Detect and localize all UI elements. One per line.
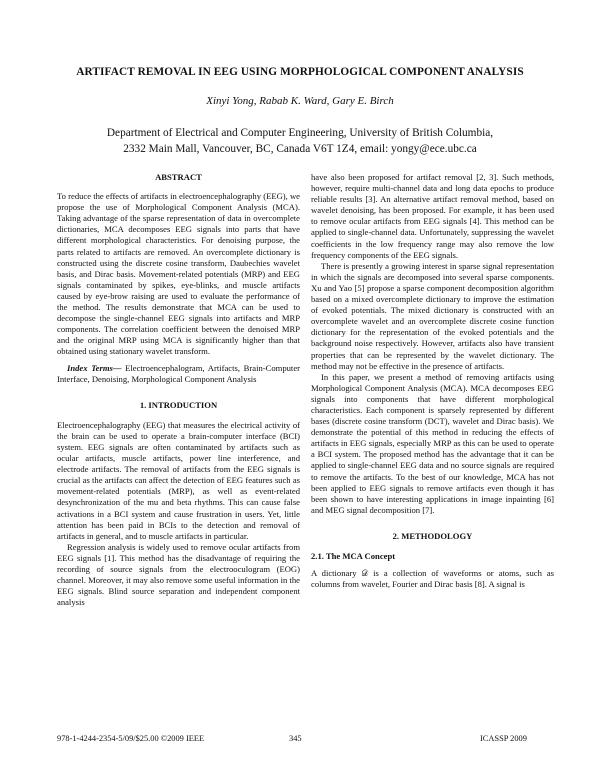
- index-terms-label: Index Terms—: [67, 362, 122, 373]
- right-paragraph-3: In this paper, we present a method of removing artifacts using Morphological Component Analysis (MCA). MCA decomposes EEG signals into components that have different morphological characteristics. Each component is sparsely represented by different bases (discrete cosine transform (DCT), wavelet and Dirac basis). We demonstrate the potential of this method in reducing the effects of artifacts in EEG signals, especially MRP as this can be used to operate a BCI system. The proposed method has the advantage that it can be applied to single-channel EEG data and no source signals are required to remove the artifacts. To the best of our knowledge, MCA has not been applied to EEG signals to remove artifacts even though it has been shown to have interesting applications in image inpainting [6] and MEG signal decomposition [7].: [311, 371, 554, 515]
- author-list: Xinyi Yong, Rabab K. Ward, Gary E. Birch: [206, 95, 394, 107]
- index-terms-list: Electroencephalogram, Artifacts, Brain-Computer Interface, Denoising, Morphological Component Analysis: [57, 362, 300, 384]
- affiliation-line-1: Department of Electrical and Computer Engineering, University of British Columbia,: [106, 127, 494, 139]
- abstract-heading: ABSTRACT: [155, 172, 202, 182]
- methodology-heading: 2. METHODOLOGY: [392, 530, 473, 541]
- footer-conference: ICASSP 2009: [480, 734, 527, 743]
- right-paragraph-1: have also been proposed for artifact removal [2, 3]. Such methods, however, require multi-channel data and long data epochs to produce reliable results [3]. An alternative artifact removal method, based on wavelet denoising, has been proposed. For example, it has been used to remove ocular artifacts from EEG signals [4]. This method can be applied to single-channel data. Unfortunately, suppressing the wavelet coefficients in the low frequency range may also remove the low frequency components of the EEG signals.: [311, 172, 554, 260]
- right-paragraph-4: A dictionary 𝒟 is a collection of waveforms or atoms, such as columns from wavelet, Fourier and Dirac basis [8]. A signal is: [311, 568, 554, 590]
- paper-title: ARTIFACT REMOVAL IN EEG USING MORPHOLOGICAL COMPONENT ANALYSIS: [76, 66, 524, 78]
- index-terms: [57, 363, 300, 385]
- footer-copyright: 978-1-4244-2354-5/09/$25.00 ©2009 IEEE: [57, 734, 205, 743]
- intro-paragraph-1: Electroencephalography (EEG) that measures the electrical activity of the brain can be used to operate a brain-computer interface (BCI) system. EEG signals are often contaminated by artifacts such as ocular artifacts, muscle artifacts, power line interference, and electrode artifacts. The removal of artifacts from the EEG signals is crucial as the artifacts can affect the detection of EEG features such as movement-related potentials (MRP), as well as event-related desynchronization of the mu and beta rhythms. This can cause false activations in a BCI system and cause frustration in users. Yet, little attention has been paid in BCIs to the detection and removal of artifacts in general, and to muscle artifacts in particular.: [57, 419, 300, 541]
- mca-concept-subheading: 2.1. The MCA Concept: [311, 551, 396, 561]
- abstract-body: To reduce the effects of artifacts in electroencephalography (EEG), we propose the use of Morphological Component Analysis (MCA). Taking advantage of the sparse representation of data in overcomplete dictionaries, MCA decomposes EEG signals into parts that have different morphological characteristics. For denoising purpose, the parts related to artifacts are removed. An overcomplete dictionary is constructed using the discrete cosine transform, Daubechies wavelet basis, and Dirac basis. Movement-related potentials (MRP) and EEG signals contaminated by spikes, eye-blinks, and muscle artifacts caused by eye-brow raising are used to evaluate the performance of the method. The results demonstrate that MCA can be used to decompose the single-channel EEG signals into artifacts and MRP components. The correlation coefficient between the denoised MRP and the original MRP using MCA is significantly higher than that obtained using stationary wavelet transform.: [57, 191, 300, 357]
- page-number: 345: [289, 734, 302, 743]
- introduction-heading: 1. INTRODUCTION: [139, 399, 218, 410]
- right-column: [311, 172, 554, 590]
- affiliation-line-2: 2332 Main Mall, Vancouver, BC, Canada V6T 1Z4, email: yongy@ece.ubc.ca: [123, 143, 477, 155]
- left-column: [57, 172, 300, 608]
- intro-paragraph-2: Regression analysis is widely used to remove ocular artifacts from EEG signals [1]. This method has the disadvantage of requiring the recording of source signals from the electrooculogram (EOG) channel. Moreover, it may also remove some useful information in the EEG signals. Blind source separation and independent component analysis: [57, 541, 300, 608]
- right-paragraph-2: There is presently a growing interest in sparse signal representation in which the signals are decomposed into several sparse components. Xu and Yao [5] propose a sparse component decomposition algorithm based on a mixed overcomplete dictionary to improve the estimation of evoked potentials. The mixed dictionary is constructed with an overcomplete wavelet and an overcomplete discrete cosine function dictionary for the representation of the evoked potentials and the background noise respectively. However, artifacts also have transient properties that can be represented by the wavelet dictionary. The method may not be effective in the presence of artifacts.: [311, 260, 554, 371]
- affiliation: [40, 125, 560, 157]
